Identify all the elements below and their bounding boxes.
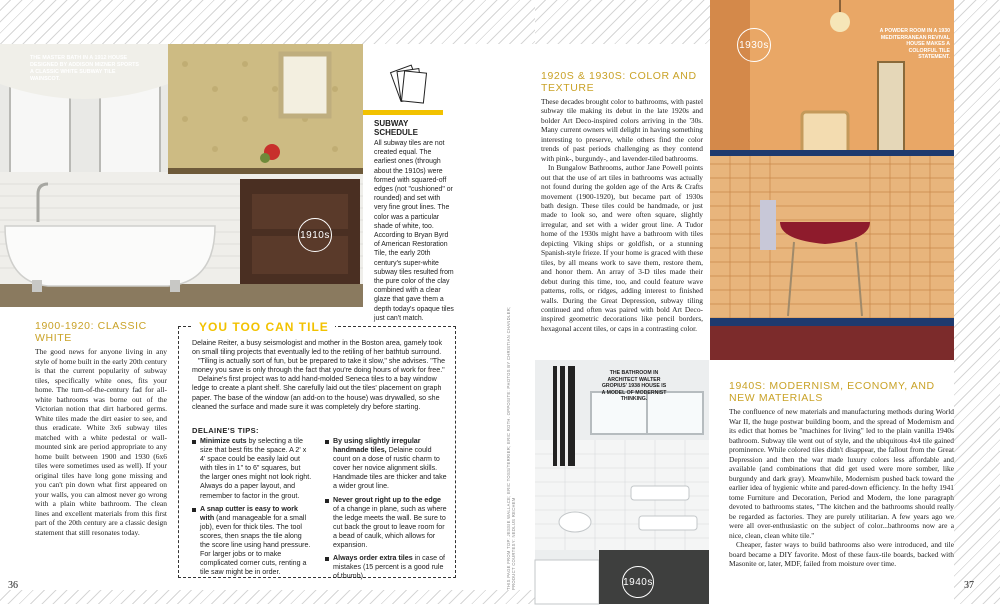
photo-caption-gropius: THE BATHROOM IN ARCHITECT WALTER GROPIUS' 1938 HOUSE IS A MODEL OF MODERNIST THINKING.	[601, 370, 667, 403]
color-texture-section	[541, 70, 703, 333]
badge-1930s: 1930s	[737, 28, 771, 62]
tip-lead: Never grout right up to the edge	[333, 495, 441, 504]
tip-text: in case of mistakes (15 percent is a good rule of thumb).	[333, 554, 445, 581]
bullet-icon	[192, 508, 196, 512]
tip-text: Delaine could count on a dose of rustic charm to cover her novice alignment skills. Handmade tiles are thicker and take a wider grout line.	[333, 446, 447, 491]
tip-lead: By using slightly irregular handmade tiles,	[333, 437, 421, 455]
tip-lead: Minimize cuts	[200, 437, 247, 445]
photo-credit: THIS PAGE FROM TOP: JESSIE WALLACE; ERIC TOSS/TERRIER; ERIC ROTH. OPPOSITE: PHOTOS BY CHRISTIAN CHANDLER; PRODUCT COURTESY: NEDLUS RECHEM	[506, 306, 516, 590]
you-too-paragraph-2: "Tiling is actually sort of fun, but be prepared to take it slow," she advises. "The money you save is only through the fact that you're doing hours of work for free."	[192, 357, 446, 375]
tips-heading: DELAINE'S TIPS:	[192, 426, 259, 435]
you-too-intro	[192, 339, 448, 412]
color-texture-paragraph-2: In Bungalow Bathrooms, author Jane Powell points out that the use of art tiles in bathrooms was actually not found during the golden age of the Arts & Crafts movement (1900-1920), but became part of 1930s bath design. These tiles could be handmade, or just made to look so, and were often square, slightly irregular, and set with a wider grout line. A Tudor home of the 1930s might have a bathroom with tiles depicting Viking ships or goldfish, or a stunning Spanish-style frieze. If your home is graced with these tiles, by all means work to save them, restore them, and honor them. An array of 3-D tiles made their debut during this time, too, and could feature wave patterns, rolls, or ridges, adding interest to finished walls. During the Great Depression, subway tiling continued and often was paired with bold Art Deco-inspired geometric decorations like pencil borders, hexagonal accent tiles, or caps in a contrasting color.	[541, 163, 703, 333]
tip-item	[325, 437, 447, 492]
you-too-paragraph-1: Delaine Reiter, a busy seismologist and mother in the Boston area, gamely took on small tiling projects that eventually led to the retiling of her bathtub surround.	[192, 339, 442, 357]
tip-lead: A snap cutter is easy to work with	[200, 504, 298, 522]
photo-caption-powder-room: A POWDER ROOM IN A 1930 MEDITERRANEAN REVIVAL HOUSE MAKES A COLORFUL TILE STATEMENT.	[879, 28, 950, 61]
tips-right-column	[325, 437, 447, 585]
color-texture-paragraph-1: These decades brought color to bathrooms, with pastel subway tile making its debut in the late 1920s and bolder Art Deco-inspired colors arriving in the '30s. Many current owners will delight in having something interesting to preserve, while others find the color trends of past periods challenging as they contend with pink-, burgundy-, and lavender-tiled bathrooms.	[541, 97, 703, 163]
tips-left-column	[192, 437, 312, 581]
right-stripe-margin	[954, 0, 1000, 604]
photo-master-bath	[0, 44, 363, 307]
badge-1910s: 1910s	[298, 218, 332, 252]
right-page-number: 37	[964, 580, 974, 591]
tip-item	[325, 554, 447, 581]
modernism-heading: 1940S: MODERNISM, ECONOMY, AND NEW MATERIALS	[729, 380, 935, 404]
modernism-section	[729, 380, 954, 569]
you-too-can-tile-heading: YOU TOO CAN TILE	[193, 320, 335, 334]
you-too-paragraph-3: Delaine's first project was to add hand-molded Seneca tiles to a bay window ledge to create a plant shelf. She carefully laid out the tiles' placement on graph paper. The base of the window (an add-on to the house) was drywalled, so she cleaned the surface and made sure it was completely dry before starting.	[192, 375, 442, 411]
bullet-icon	[192, 440, 196, 444]
master-bath-illustration	[0, 44, 363, 307]
classic-white-body: The good news for anyone living in any style of home built in the early 20th century is that the current popularity of subway tiles, specifically white ones, fits your home. The turn-of-the-century fad for all-white bathrooms was borne out of the Victorian notion that dirt harbored germs. White tiles made the dirt easier to see, and thus eradicate. White 3x6 subway tiles matched with a white pedestal or wall-mounted sink are period appropriate to any home built between 1900 and 1930 (6x6 tiles were sometimes used as well). If your original tiles have long gone missing and you can't pin down what first appeared on your walls, you can almost never go wrong with a plain white bathroom. The clean lines and excellent materials from this first part of the 20th century are a classic design statement that still resonates today.	[35, 347, 167, 537]
left-stripe-margin	[0, 0, 535, 44]
subway-schedule-section	[374, 119, 454, 323]
color-texture-body	[541, 97, 703, 333]
modernism-paragraph-1: The confluence of new materials and manufacturing methods during World War II, the huge postwar building boom, and the spread of Modernism and its edict that homes be "machines for living" led to the plain vanilla 1940s bathroom. Subway tile went out of style, and the ubiquitous 4x4 tile gained prominence. While colored tiles didn't disappear, the fallout from the Great Depression and then the war made luxury colors less affordable and available (and combinations that did get used were more somber, like burgundy and dark gray). Meanwhile, Modernism pushed back toward the earlier idea of hygienic white and pared-down efficiency. In the hefty 1941 tome Furniture and Decoration, Period and Modern, the lone paragraph devoted to bathrooms states, "The kitchen and the bathrooms should really be regarded as factories. They are purely utilitarian. A few years ago we were all over-enthusiastic on the subject of color...bathrooms now are a nice, clean, clean white tile."	[729, 407, 954, 540]
bullet-icon	[325, 557, 329, 561]
classic-white-section	[35, 320, 167, 537]
bullet-icon	[325, 499, 329, 503]
tip-item	[192, 437, 312, 501]
tip-item	[325, 496, 447, 551]
tip-text: (and manageable for a small job), even for thick tiles. The tool scores, then snaps the tile along the score line using hand pressure. For larger jobs or to make complicated corner cuts, renting a tile saw might be in order.	[200, 513, 311, 577]
tile-stack-icon	[383, 62, 433, 110]
subway-schedule-heading: SUBWAY SCHEDULE	[374, 119, 419, 137]
subway-schedule-accent-bar	[363, 110, 443, 115]
left-bottom-stripe	[0, 590, 535, 604]
color-texture-heading: 1920S & 1930S: COLOR AND TEXTURE	[541, 70, 697, 94]
bullet-icon	[325, 440, 329, 444]
classic-white-heading: 1900-1920: CLASSIC WHITE	[35, 320, 147, 344]
photo-caption-master-bath: THE MASTER BATH IN A 1912 HOUSE DESIGNED BY ADDISON MIZNER SPORTS A CLASSIC WHITE SUBWAY TILE WAINSCOT.	[30, 55, 140, 82]
tip-text: of a change in plane, such as where the ledge meets the wall. Be sure to cut back the grout to leave room for a bead of caulk, which allows for expansion.	[333, 504, 447, 550]
tip-lead: Always order extra tiles	[333, 554, 413, 563]
right-top-stripe	[535, 0, 710, 44]
badge-1940s: 1940s	[622, 566, 654, 598]
modernism-body	[729, 407, 954, 569]
tip-text: by selecting a tile size that best fits the space. A 2' x 4' space could be easily laid out with tiles in 1" to 6" squares, but the larger ones might not look right. Always do a paper layout, and remember to factor in the grout.	[200, 437, 312, 500]
tip-item	[192, 505, 312, 578]
you-too-can-tile-box	[178, 320, 456, 581]
subway-schedule-body: All subway tiles are not created equal. The earliest ones (through about the 1910s) were formed with squared-off edges (not "cushioned" or rounded) and set with very fine grout lines. The color was a particular shade of white, too. According to Bryan Byrd of American Restoration Tile, the early 20th century's super-white subway tiles resulted from the pure color of the clay combined with a clear glaze that gave them a depth today's opaque tiles just can't match.	[374, 140, 454, 322]
modernism-paragraph-2: Cheaper, faster ways to build bathrooms also were introduced, and tile board became a DIY favorite. Most of these faux-tile boards, backed with Masonite or, later, MDF, failed from moisture over time.	[729, 540, 954, 568]
left-page-number: 36	[8, 580, 18, 591]
